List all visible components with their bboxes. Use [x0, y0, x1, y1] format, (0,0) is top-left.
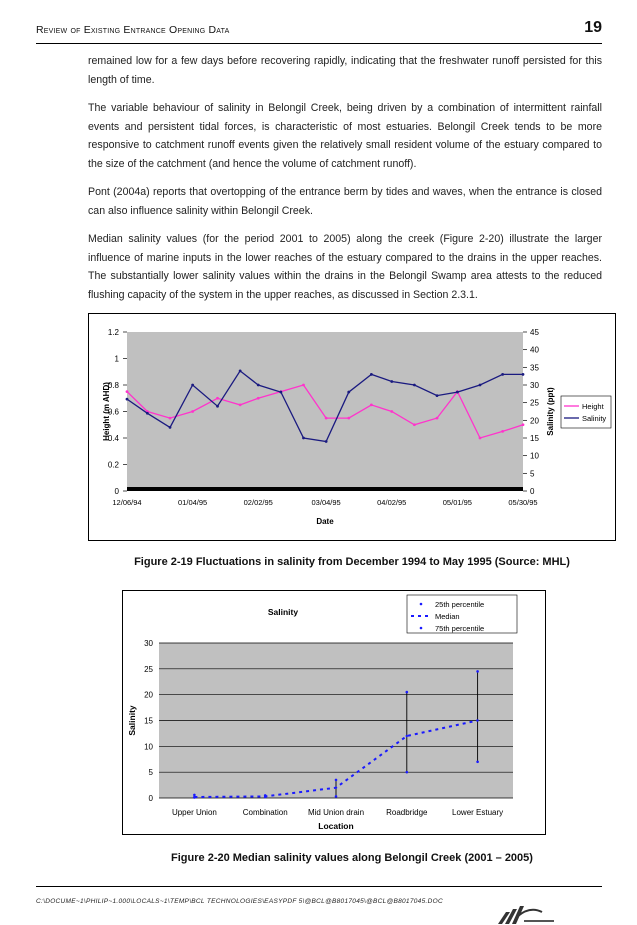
- y-tick-label: 0: [114, 487, 119, 496]
- footer-file-path: C:\DOCUME~1\PHILIP~1.000\LOCALS~1\TEMP\BCL TECHNOLOGIES\EASYPDF 5\@BCL@B8017045\@BCL@B8017045.DOC: [36, 898, 443, 905]
- median-salinity-svg: [123, 591, 545, 834]
- y-tick-label: 0.4: [107, 434, 119, 443]
- legend-label: Salinity: [582, 414, 607, 423]
- paragraph: remained low for a few days before recovering rapidly, indicating that the freshwater runoff persisted for this length of time.: [88, 55, 602, 86]
- y2-tick-label: 10: [530, 451, 539, 461]
- y-axis-title: Salinity: [127, 705, 137, 736]
- figure-2-19-caption: Figure 2-19 Fluctuations in salinity from December 1994 to May 1995 (Source: MHL): [134, 556, 570, 568]
- data-point-salinity: [257, 384, 260, 387]
- data-point-height: [501, 430, 504, 433]
- salinity-timeseries-svg: [89, 314, 615, 540]
- paragraph: The variable behaviour of salinity in Belongil Creek, being driven by a combination of intermittent rainfall events and persistent tidal forces, is characteristic of most estuaries. Belongil Creek tends to be more responsive to catchment runoff events given the relatively small resident volume of the estuary compared to the size of the catchment (and hence the volume of catchment runoff).: [88, 102, 602, 170]
- x-tick-label: 01/04/95: [178, 498, 208, 507]
- data-point-height: [347, 417, 350, 420]
- y2-tick-label: 0: [530, 487, 535, 496]
- plot-area: [127, 332, 523, 491]
- paragraph: Median salinity values (for the period 2001 to 2005) along the creek (Figure 2-20) illustrate the larger influence of marine inputs in the lower reaches of the estuary compared to the drains in the upper reaches. The substantially lower salinity values within the drains in the Belongil Swamp area attests to the reduced flushing capacity of the system in the upper reaches, as discussed in Section 2.3.1.: [88, 233, 602, 301]
- y-tick-label: 1: [114, 354, 119, 364]
- data-point-height: [216, 397, 219, 400]
- data-point-25th: [406, 771, 409, 774]
- data-point-height: [436, 417, 439, 420]
- y2-tick-label: 25: [530, 398, 539, 408]
- data-point-height: [126, 390, 129, 393]
- data-point-median: [406, 735, 408, 737]
- y-tick-label: 5: [148, 768, 153, 778]
- data-point-median: [476, 719, 478, 721]
- data-point-75th: [335, 779, 338, 782]
- y-tick-label: 0.2: [107, 460, 119, 470]
- data-point-salinity: [413, 384, 416, 387]
- x-tick-label: Roadbridge: [386, 808, 428, 817]
- data-point-salinity: [456, 391, 459, 394]
- y2-axis-title: Salinity (ppt): [546, 387, 555, 436]
- y-tick-label: 15: [144, 716, 153, 726]
- header-title: Review of Existing Entrance Opening Data: [36, 24, 230, 36]
- salinity-timeseries-chart: [88, 313, 616, 541]
- y2-tick-label: 5: [530, 469, 535, 479]
- data-point-height: [302, 384, 305, 387]
- data-point-salinity: [522, 373, 525, 376]
- legend-label: 25th percentile: [435, 600, 485, 609]
- x-tick-label: Mid Union drain: [307, 808, 365, 817]
- data-point-25th: [335, 795, 338, 798]
- y2-tick-label: 40: [530, 345, 539, 355]
- x-tick-label: Lower Estuary: [452, 808, 504, 817]
- legend-swatch: [420, 603, 423, 606]
- y2-tick-label: 15: [530, 434, 539, 443]
- data-point-salinity: [191, 384, 194, 387]
- x-axis-title: Location: [318, 821, 354, 831]
- legend-label: Height: [582, 402, 604, 411]
- data-point-25th: [476, 761, 479, 764]
- data-point-height: [390, 410, 393, 413]
- y-tick-label: 1.2: [107, 328, 119, 337]
- data-point-salinity: [501, 373, 504, 376]
- data-point-75th: [406, 691, 409, 694]
- x-tick-label: 03/04/95: [311, 498, 341, 507]
- figure-2-20-caption: Figure 2-20 Median salinity values along Belongil Creek (2001 – 2005): [171, 852, 533, 864]
- data-point-height: [325, 417, 328, 420]
- data-point-salinity: [279, 391, 282, 394]
- data-point-salinity: [325, 440, 328, 443]
- data-point-height: [370, 403, 373, 406]
- footer-rule: [36, 886, 602, 887]
- data-point-75th: [476, 670, 479, 673]
- data-point-height: [522, 423, 525, 426]
- data-point-height: [257, 397, 260, 400]
- data-point-median: [264, 795, 266, 797]
- x-tick-label: 02/02/95: [243, 498, 273, 507]
- y2-tick-label: 20: [530, 416, 539, 426]
- legend-swatch: [420, 627, 423, 630]
- y-tick-label: 0.6: [107, 407, 119, 417]
- y-tick-label: 0.8: [107, 381, 119, 390]
- y-tick-label: 30: [144, 639, 153, 648]
- x-axis-bar: [127, 487, 523, 491]
- legend-box: [561, 396, 611, 428]
- y-axis-title: Height (m AHD): [102, 382, 111, 441]
- data-point-salinity: [347, 391, 350, 394]
- chart-title: Salinity: [267, 607, 299, 617]
- x-tick-label: 04/02/95: [377, 498, 407, 507]
- data-point-height: [413, 423, 416, 426]
- legend-label: 75th percentile: [435, 624, 485, 633]
- data-point-height: [191, 410, 194, 413]
- y-tick-label: 25: [144, 664, 153, 674]
- data-point-salinity: [436, 394, 439, 397]
- data-point-salinity: [146, 412, 149, 415]
- data-point-salinity: [239, 369, 242, 372]
- data-point-salinity: [216, 405, 219, 408]
- data-point-salinity: [169, 426, 172, 429]
- page-number: 19: [584, 19, 602, 36]
- y2-tick-label: 30: [530, 381, 539, 390]
- x-tick-label: 05/01/95: [442, 498, 472, 507]
- data-point-height: [479, 437, 482, 440]
- y-tick-label: 10: [144, 742, 153, 752]
- x-axis-title: Date: [316, 517, 334, 526]
- y2-tick-label: 45: [530, 328, 539, 337]
- legend-label: Median: [435, 612, 460, 621]
- data-point-salinity: [126, 398, 129, 401]
- page-header: [36, 18, 602, 44]
- y-tick-label: 0: [148, 794, 153, 803]
- body-text: [88, 52, 602, 314]
- x-tick-label: Upper Union: [171, 808, 217, 817]
- data-point-median: [335, 786, 337, 788]
- data-point-salinity: [390, 380, 393, 383]
- data-point-height: [169, 417, 172, 420]
- median-salinity-chart: [122, 590, 546, 835]
- data-point-median: [193, 796, 195, 798]
- paragraph: Pont (2004a) reports that overtopping of the entrance berm by tides and waves, when the entrance is closed can also influence salinity within Belongil Creek.: [88, 186, 602, 217]
- y2-tick-label: 35: [530, 363, 539, 373]
- x-tick-label: Combination: [242, 808, 288, 817]
- company-logo-icon: [496, 904, 556, 925]
- y-tick-label: 20: [144, 690, 153, 700]
- data-point-height: [239, 403, 242, 406]
- data-point-salinity: [370, 373, 373, 376]
- data-point-salinity: [479, 384, 482, 387]
- data-point-salinity: [302, 437, 305, 440]
- x-tick-label: 05/30/95: [508, 498, 538, 507]
- x-tick-label: 12/06/94: [112, 498, 142, 507]
